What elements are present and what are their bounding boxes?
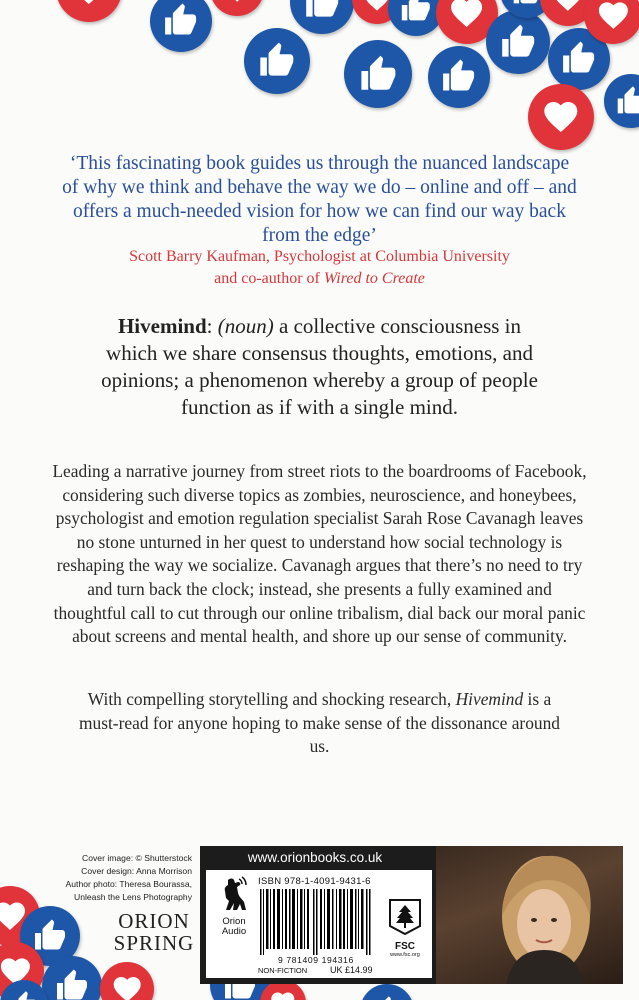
thumbs-up-icon — [344, 40, 412, 108]
thumbs-up-icon — [486, 10, 550, 74]
thumbs-up-icon — [150, 0, 212, 52]
thumbs-up-icon — [290, 0, 354, 34]
dog-icon — [219, 876, 249, 914]
review-quote: ‘This fascinating book guides us through the nuanced landscape of why we think and behave the way we do – online and off – and offers a much-needed vision for how we can find our way back from the edge’ — [62, 153, 577, 246]
fsc-logo: FSC www.fsc.org — [384, 896, 426, 958]
book-blurb: Leading a narrative journey from street riots to the boardrooms of Facebook, considering such diverse topics as zombies, neuroscience, and honeybees, psychologist and emotion regulation specialist Sarah Rose Cavanagh leaves no stone unturned in her quest to understand how social technology is reshaping the way we socialize. Cavanagh argues that there’s no need to try and turn back the clock; instead, she presents a fully examined and thoughtful call to cut through our online tribalism, dial back our moral panic about screens and mental health, and shore up our sense of community. — [52, 461, 587, 647]
closing-paragraph: With compelling storytelling and shocking research, Hivemind is a must-read for anyone hoping to make sense of the dissonance around us. — [78, 689, 560, 757]
barcode-icon — [258, 889, 376, 955]
definition-body: a collective consciousness in which we share consensus thoughts, emotions, and opinions; a phenomenon whereby a group of people function as if with a single mind. — [101, 314, 538, 419]
publisher-website[interactable]: www.orionbooks.co.uk — [247, 850, 383, 865]
book-title: Hivemind — [455, 689, 524, 709]
definition-term: Hivemind — [117, 314, 207, 338]
author-portrait — [436, 846, 623, 984]
hivemind-definition: Hivemind: (noun) a collective consciousness in which we share consensus thoughts, emotions, and opinions; a phenomenon whereby a group of people function as if with a single mind. — [101, 314, 538, 419]
quote-author: Scott Barry Kaufman, Psychologist at Columbia University — [129, 248, 510, 265]
barcode-box — [206, 870, 432, 978]
publisher-logo: ORION SPRING — [113, 909, 195, 955]
genre-label: NON-FICTION — [258, 966, 308, 975]
thumbs-up-icon — [604, 74, 639, 128]
back-info-panel — [200, 846, 623, 984]
heart-icon — [56, 0, 122, 22]
barcode-number: 9 781409 194316 — [278, 955, 354, 965]
isbn-number: ISBN 978-1-4091-9431-6 — [258, 876, 371, 887]
quote-coauthor: and co-author of Wired to Create — [214, 270, 425, 287]
heart-icon — [210, 0, 264, 16]
cover-credits: Cover image: © Shutterstock Cover design: Anna Morrison Author photo: Theresa Bourassa, Unleash the Lens Photography — [65, 853, 192, 902]
price-label: UK £14.99 — [330, 965, 373, 975]
thumbs-up-icon — [244, 28, 310, 94]
quote-attribution — [60, 246, 579, 290]
thumbs-up-icon — [428, 46, 490, 108]
heart-icon — [100, 962, 154, 1000]
thumbs-up-icon — [360, 984, 414, 1000]
author-photo — [436, 846, 623, 984]
heart-icon — [528, 84, 594, 150]
coauthor-book-title: Wired to Create — [323, 270, 425, 287]
tree-icon — [386, 896, 424, 936]
definition-part-of-speech: (noun) — [217, 314, 274, 338]
orion-audio-logo: Orion Audio — [214, 876, 254, 937]
